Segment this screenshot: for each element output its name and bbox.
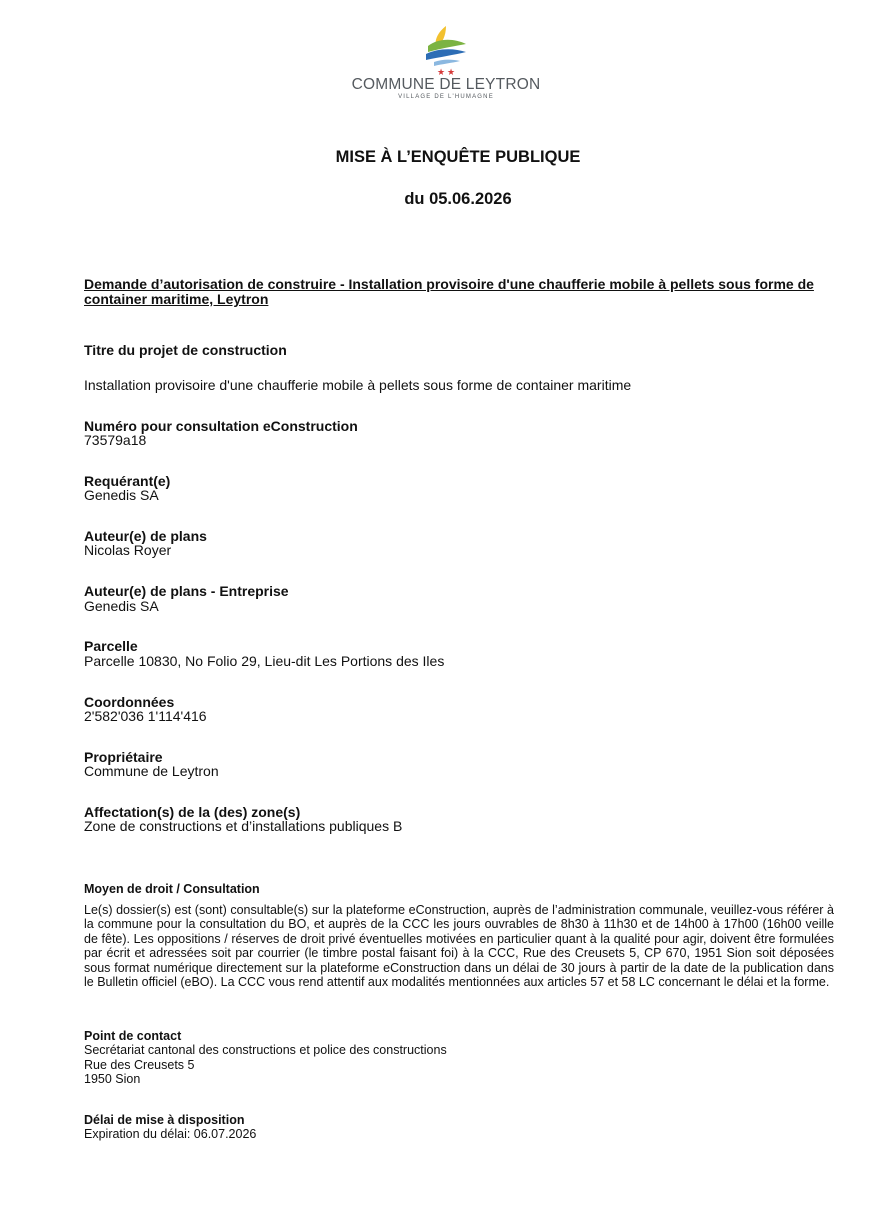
legal-text: Le(s) dossier(s) est (sont) consultable(s) sur la plateforme eConstruction, auprès de l’administration communale, veuillez-vous référer à la commune pour la consultation du BO, et auprès de la CCC les jours ouvrables de 8h30 à 11h30 et de 14h00 à 17h00 (16h00 veille de fête). Les oppositions / réserves de droit privé éventuelles motivées en particulier quant à la qualité pour agir, doivent être formulées par écrit et adressées soit par courrier (le timbre postal faisant foi) à la CCC, Rue des Creusets 5, CP 670, 1951 Sion soit déposées sous format numérique directement sur la plateforme eConstruction dans un délai de 30 jours à partir de la date de la publication dans le Bulletin officiel (eBO). La CCC vous rend attentif aux modalités mentionnées aux articles 57 et 58 LC concernant le délai et la forme.: [84, 903, 834, 990]
field-value-plan-author: Nicolas Royer: [84, 542, 172, 558]
field-label-zone-assignment: Affectation(s) de la (des) zone(s): [84, 804, 301, 820]
svg-text:★: ★: [447, 68, 456, 76]
field-label-owner: Propriétaire: [84, 749, 163, 765]
request-subject: Demande d’autorisation de construire - Installation provisoire d'une chaufferie mobile à pellets sous forme de container maritime, Leytron: [84, 276, 814, 307]
field-label-plan-author: Auteur(e) de plans: [84, 528, 207, 544]
publication-date: du 05.06.2026: [404, 190, 512, 208]
svg-text:★: ★: [437, 68, 446, 76]
legal-label: Moyen de droit / Consultation: [84, 882, 260, 896]
field-value-coordinates: 2'582'036 1'114'416: [84, 708, 207, 724]
field-value-econstruction-number: 73579a18: [84, 432, 147, 448]
field-label-plan-author-company: Auteur(e) de plans - Entreprise: [84, 583, 289, 599]
field-label-econstruction-number: Numéro pour consultation eConstruction: [84, 418, 358, 434]
contact-line: 1950 Sion: [84, 1072, 141, 1086]
contact-line: Rue des Creusets 5: [84, 1058, 195, 1072]
field-value-plan-author-company: Genedis SA: [84, 598, 159, 614]
field-value-owner: Commune de Leytron: [84, 763, 219, 779]
field-label-applicant: Requérant(e): [84, 473, 171, 489]
field-label-coordinates: Coordonnées: [84, 694, 175, 710]
field-value-parcel: Parcelle 10830, No Folio 29, Lieu-dit Les Portions des Iles: [84, 653, 445, 669]
field-label-project-title: Titre du projet de construction: [84, 342, 287, 358]
page-title: MISE À L’ENQUÊTE PUBLIQUE: [335, 148, 581, 166]
deadline-value: Expiration du délai: 06.07.2026: [84, 1127, 257, 1141]
deadline-label: Délai de mise à disposition: [84, 1113, 245, 1127]
logo-tagline: VILLAGE DE L'HUMAGNE: [398, 94, 494, 100]
commune-emblem-icon: [420, 24, 472, 76]
contact-label: Point de contact: [84, 1029, 182, 1043]
logo-name: COMMUNE DE LEYTRON: [351, 76, 541, 93]
commune-logo: [350, 24, 542, 104]
field-value-applicant: Genedis SA: [84, 487, 159, 503]
field-label-parcel: Parcelle: [84, 638, 138, 654]
field-value-project-title: Installation provisoire d'une chaufferie mobile à pellets sous forme de container maritime: [84, 377, 632, 393]
field-value-zone-assignment: Zone de constructions et d’installations publiques B: [84, 818, 403, 834]
contact-line: Secrétariat cantonal des constructions et police des constructions: [84, 1043, 447, 1057]
